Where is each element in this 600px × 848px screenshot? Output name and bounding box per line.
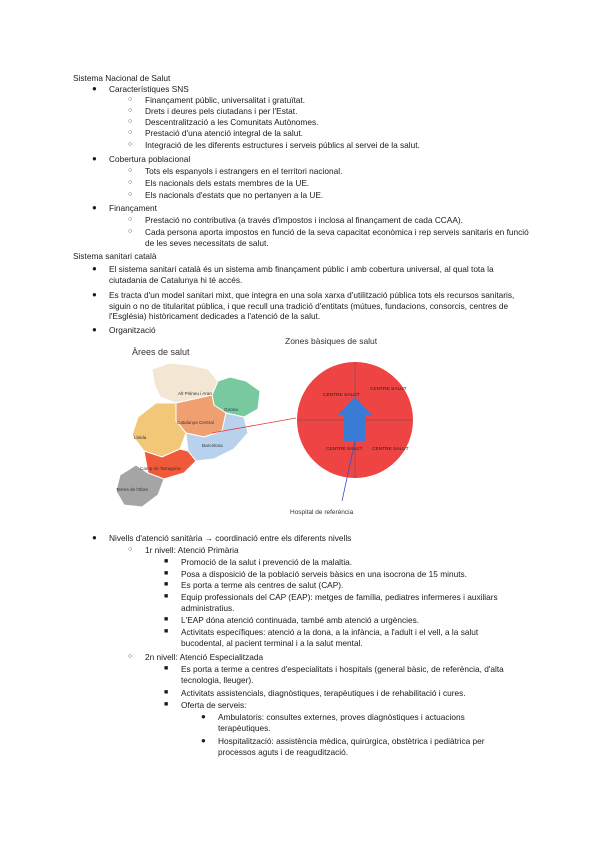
quadrant-label: CENTRE SALUT	[323, 393, 360, 398]
bullet-icon: ●	[92, 84, 97, 93]
quadrant-label: CENTRE SALUT	[372, 447, 409, 452]
house-body-icon	[344, 415, 366, 441]
list-item: ○ Descentralització a les Comunitats Autònomes.	[128, 117, 319, 127]
circle-bullet-icon: ○	[128, 129, 133, 136]
bullet-icon: ●	[201, 736, 206, 745]
list-item-primaria: ○ 1r nivell: Atenció Primària	[128, 545, 239, 555]
region-label: Girona	[224, 407, 238, 412]
list-item: ■ Activitats específiques: atenció a la dona, a la infància, a l'adult i el vell, a la salut bucodental, al pacient terminal i a la salut mental.	[164, 627, 479, 648]
list-item: ○ Finançament públic, universalitat i gratuïtat.	[128, 95, 306, 105]
circle-bullet-icon: ○	[128, 107, 133, 114]
square-bullet-icon: ■	[164, 570, 169, 577]
list-item: ■ Promoció de la salut i prevenció de la malaltia.	[164, 557, 353, 567]
quadrant-label: CENTRE SALUT	[370, 387, 407, 392]
bullet-icon: ●	[92, 325, 97, 334]
square-bullet-icon: ■	[164, 581, 169, 588]
square-bullet-icon: ■	[164, 616, 169, 623]
list-item: ■ Es porta a terme a centres d'especialitats i hospitals (general bàsic, de referència, d'alta tecnologia, lleuger).	[164, 664, 504, 685]
list-item: ■ Activitats assistencials, diagnòstiques, terapèutiques i de rehabilitació i cures.	[164, 688, 466, 698]
list-item: ● Hospitalització: assistència mèdica, quirúrgica, obstètrica i pediàtrica per processos aguts i de reagudització.	[201, 736, 485, 757]
circle-bullet-icon: ○	[128, 191, 133, 198]
circle-bullet-icon: ○	[128, 216, 133, 223]
list-item: ● Ambulatoris: consultes externes, proves diagnòstiques i actuacions terapèutiques.	[201, 712, 465, 733]
square-bullet-icon: ■	[164, 701, 169, 708]
bullet-icon: ●	[92, 264, 97, 273]
section-title-catala: Sistema sanitari català	[73, 251, 157, 261]
list-item: ○ Drets i deures pels ciutadans i per l'Estat.	[128, 106, 298, 116]
zones-title: Zones bàsiques de salut	[285, 336, 378, 346]
list-item: ■ L'EAP dóna atenció continuada, també amb atenció a urgències.	[164, 615, 420, 625]
list-item: ○ Prestació no contributiva (a través d'impostos i inclosa al finançament de cada CCAA).	[128, 215, 463, 225]
list-item: ○ Cada persona aporta impostos en funció de la seva capacitat econòmica i rep serveis sanitaris en funció de les seves necessitats de salut.	[128, 227, 529, 248]
circle-bullet-icon: ○	[128, 167, 133, 174]
circle-bullet-icon: ○	[128, 118, 133, 125]
health-areas-diagram	[110, 333, 430, 533]
bullet-icon: ●	[92, 290, 97, 299]
circle-bullet-icon: ○	[128, 228, 133, 235]
square-bullet-icon: ■	[164, 689, 169, 696]
list-item: ■ Oferta de serveis:	[164, 700, 247, 710]
list-item: ○ Integració de les diferents estructures i serveis públics al servei de la salut.	[128, 140, 420, 150]
square-bullet-icon: ■	[164, 628, 169, 635]
quadrant-label: CENTRE SALUT	[326, 447, 363, 452]
list-item: ○ Prestació d'una atenció integral de la salut.	[128, 128, 303, 138]
list-item: ○ Els nacionals dels estats membres de la UE.	[128, 178, 310, 188]
square-bullet-icon: ■	[164, 665, 169, 672]
list-item-organitzacio: ● Organització	[92, 325, 156, 335]
list-item: ■ Es porta a terme als centres de salut (CAP).	[164, 580, 344, 590]
list-item: ○ Els nacionals d'estats que no pertanyen a la UE.	[128, 190, 324, 200]
list-item-especialitzada: ○ 2n nivell: Atenció Especialitzada	[128, 652, 264, 662]
circle-bullet-icon: ○	[128, 653, 133, 660]
bullet-icon: ●	[92, 203, 97, 212]
list-item: ○ Tots els espanyols i estrangers en el territori nacional.	[128, 166, 343, 176]
square-bullet-icon: ■	[164, 558, 169, 565]
region-label: Catalunya Central	[177, 420, 214, 425]
list-item: ■ Posa a disposició de la població serveis bàsics en una isocrona de 15 minuts.	[164, 569, 467, 579]
circle-bullet-icon: ○	[128, 141, 133, 148]
circle-bullet-icon: ○	[128, 96, 133, 103]
circle-bullet-icon: ○	[128, 179, 133, 186]
bullet-icon: ●	[201, 712, 206, 721]
circle-bullet-icon: ○	[128, 546, 133, 553]
list-item: ■ Equip professionals del CAP (EAP): metges de família, pediatres infermeres i auxiliars administratius.	[164, 592, 498, 613]
hospital-label: Hospital de referència	[290, 509, 354, 516]
list-item: ● El sistema sanitari català és un sistema amb finançament públic i amb cobertura universal, al qual tota la ciutadania de Catalunya hi té accés.	[92, 264, 494, 285]
list-item-nivells: ● Nivells d'atenció sanitària → coordinació entre els diferents nivells	[92, 533, 352, 543]
list-item-financament: ● Finançament	[92, 203, 157, 213]
bullet-icon: ●	[92, 533, 97, 542]
section-title-sns: Sistema Nacional de Salut	[73, 73, 171, 83]
region-label: Alt Pirineu i Aran	[178, 391, 212, 396]
list-item-cobertura: ● Cobertura poblacional	[92, 154, 191, 164]
bullet-icon: ●	[92, 154, 97, 163]
map-title: Àrees de salut	[132, 347, 190, 357]
region-label: Lleida	[134, 435, 147, 440]
list-item: ● Es tracta d'un model sanitari mixt, que integra en una sola xarxa d'utilització pública tots els recursos sanitaris, siguin o no de titularitat pública, i que recull una tradició d'entitats (mútues, fundacions, consorcis, centres de l'Església) històricament dedicades a l'atenció de la salut.	[92, 290, 515, 321]
region-label: Terres de l'Ebre	[116, 487, 149, 492]
square-bullet-icon: ■	[164, 593, 169, 600]
region-label: Camp de Tarragona	[140, 466, 181, 471]
region-label: Barcelona	[202, 443, 223, 448]
list-item-caracteristiques: ● Característiques SNS	[92, 84, 189, 94]
